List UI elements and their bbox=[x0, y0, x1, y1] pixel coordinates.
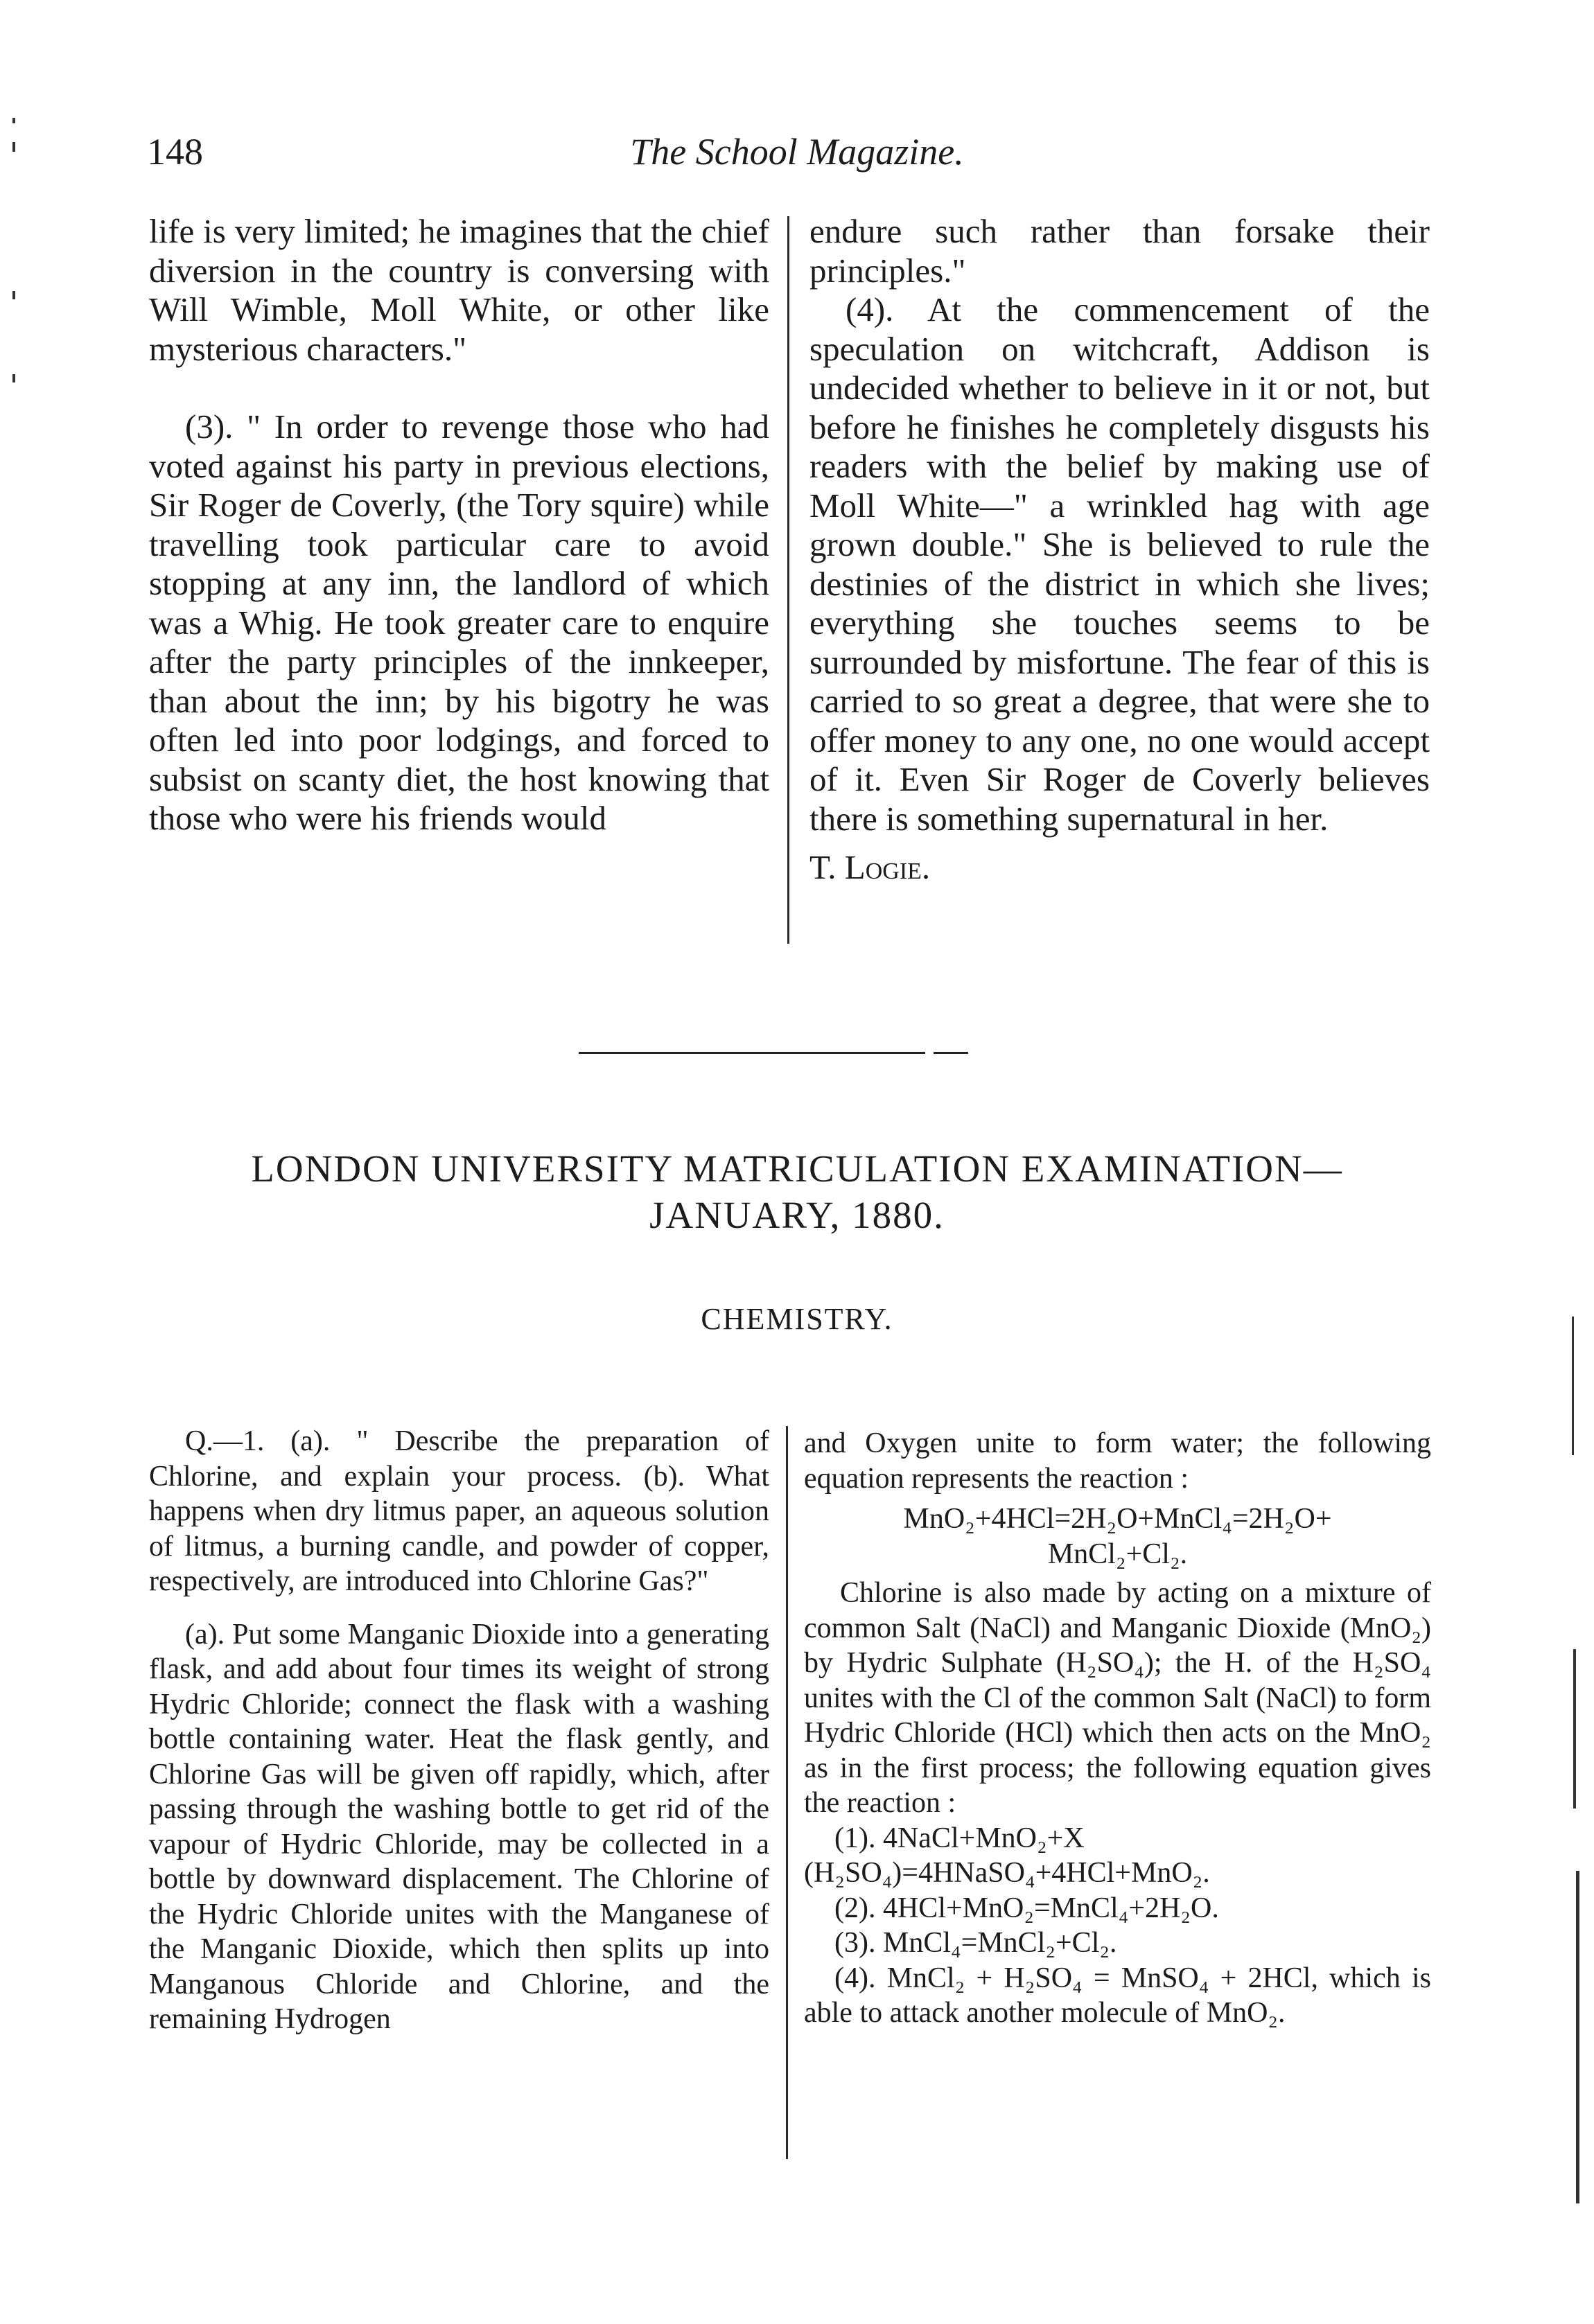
upper-left-column bbox=[149, 212, 769, 838]
paragraph: endure such rather than forsake their principles." bbox=[809, 212, 1430, 290]
reaction-step: (4). MnCl₂ + H₂SO₄ = MnSO₄ + 2HCl, which is able to attack another molecule of MnO₂. bbox=[804, 1962, 1431, 2029]
page-number: 148 bbox=[147, 131, 203, 173]
question-text: Q.—1. (a). " Describe the preparation of Chlorine, and explain your process. (b). What happens when dry litmus paper, an aqueous solution of litmus, a burning candle, and powder of copper, respectively, are introduced into Chlorine Gas?" bbox=[149, 1425, 769, 1597]
running-title: The School Magazine. bbox=[630, 131, 964, 173]
section-divider-dash bbox=[934, 1052, 968, 1054]
scan-edge-mark bbox=[1576, 1871, 1579, 2203]
reaction-step: (3). MnCl₄=MnCl₂+Cl₂. bbox=[834, 1927, 1117, 1959]
paragraph: and Oxygen unite to form water; the following equation represents the reaction : bbox=[804, 1427, 1431, 1495]
column-rule-upper bbox=[787, 216, 789, 944]
paragraph: Chlorine is also made by acting on a mixture of common Salt (NaCl) and Manganic Dioxide (MnO₂) by Hydric Sulphate (H₂SO₄); the H. of the H₂SO₄ unites with the Cl of the common Salt (NaCl) to form Hydric Chloride (HCl) which then acts on the MnO₂ as in the first process; the following equation gives the reaction : bbox=[804, 1577, 1431, 1819]
section-divider bbox=[579, 1052, 925, 1054]
article-title: LONDON UNIVERSITY MATRICULATION EXAMINATION— bbox=[251, 1147, 1343, 1190]
author-signature: T. Logie. bbox=[809, 848, 931, 886]
lower-right-column bbox=[804, 1426, 1431, 2031]
scan-edge-mark bbox=[1572, 1317, 1574, 1455]
equation-line: MnO₂+4HCl=2H₂O+MnCl₄=2H₂O+ bbox=[903, 1503, 1332, 1535]
lower-left-column bbox=[149, 1424, 769, 2037]
scan-edge-mark bbox=[12, 291, 15, 299]
scan-edge-mark bbox=[12, 142, 15, 152]
paragraph: life is very limited; he imagines that the chief diversion in the country is conversing with Will Wimble, Moll White, or other like mysterious characters." bbox=[149, 212, 769, 368]
column-rule-lower bbox=[786, 1426, 788, 2159]
scan-edge-mark bbox=[1573, 1649, 1576, 1808]
scan-edge-mark bbox=[12, 374, 15, 382]
subject-heading: CHEMISTRY. bbox=[701, 1302, 893, 1336]
paragraph: (3). " In order to revenge those who had voted against his party in previous elections, Sir Roger de Coverly, (the Tory squire) while travelling took particular care to avoid stopping at any inn, the landlord of which was a Whig. He took greater care to enquire after the party principles of the innkeeper, than about the inn; by his bigotry he was often led into poor lodgings, and forced to subsist on scanty diet, the host knowing that those who were his friends would bbox=[149, 407, 769, 837]
equation-line: MnCl₂+Cl₂. bbox=[1047, 1538, 1188, 1570]
scan-edge-mark bbox=[12, 118, 15, 123]
article-date: JANUARY, 1880. bbox=[649, 1194, 945, 1236]
upper-right-column bbox=[809, 212, 1430, 888]
reaction-step: (2). 4HCl+MnO₂=MnCl₄+2H₂O. bbox=[834, 1892, 1219, 1924]
answer-text: (a). Put some Manganic Dioxide into a generating flask, and add about four times its weight of strong Hydric Chloride; connect the flask with a washing bottle containing water. Heat the flask gently, and Chlorine Gas will be given off rapidly, which, after passing through the washing bottle to get rid of the vapour of Hydric Chloride, may be collected in a bottle by downward displacement. The Chlorine of the Hydric Chloride unites with the Manganese of the Manganic Dioxide, which then splits up into Manganous Chloride and Chlorine, and the remaining Hydrogen bbox=[149, 1618, 769, 2035]
reaction-step: (1). 4NaCl+MnO₂+X (H₂SO₄)=4HNaSO₄+4HCl+MnO₂. bbox=[804, 1822, 1210, 1889]
paragraph: (4). At the commencement of the speculation on witchcraft, Addison is undecided whether to believe in it or not, but before he finishes he completely disgusts his readers with the belief by making use of Moll White—" a wrinkled hag with age grown double." She is believed to rule the destinies of the district in which she lives; everything she touches seems to be surrounded by misfortune. The fear of this is carried to so great a degree, that were she to offer money to any one, no one would accept of it. Even Sir Roger de Coverly believes there is something supernatural in her. bbox=[809, 290, 1430, 838]
